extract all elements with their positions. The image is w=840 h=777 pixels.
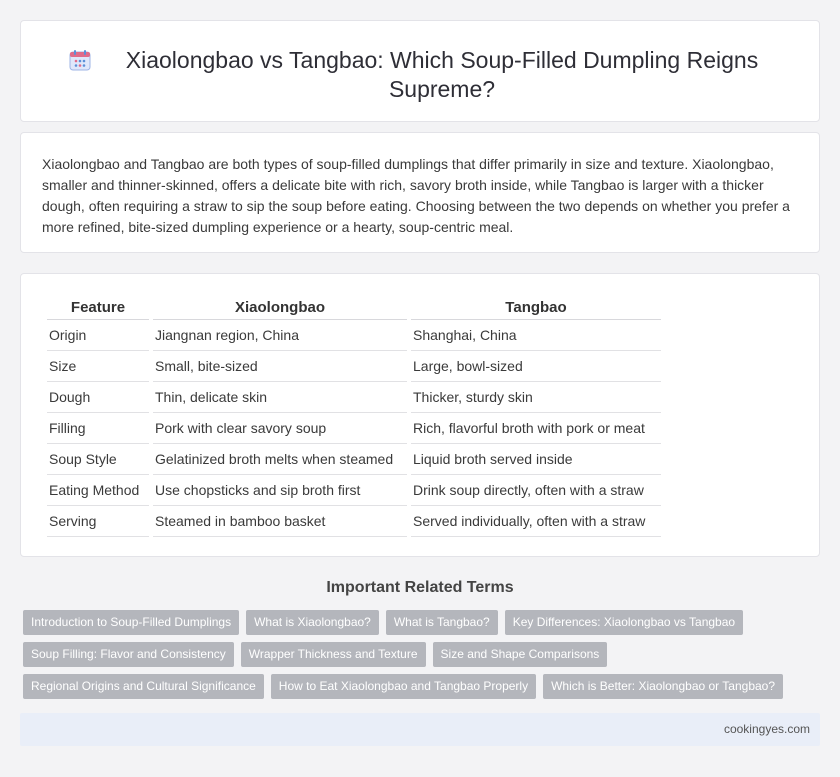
tag-row [23,610,823,636]
tag-link[interactable]: Which is Better: Xiaolongbao or Tangbao? [543,674,783,699]
table-row [47,413,661,444]
row-feature: Dough [47,382,149,413]
table-header-row [47,296,661,320]
table-row [47,444,661,475]
header-feature: Feature [47,296,149,320]
tag-link[interactable]: Size and Shape Comparisons [433,642,608,667]
row-feature: Size [47,351,149,382]
row-xiaolongbao: Pork with clear savory soup [153,413,407,444]
table-row [47,475,661,506]
row-feature: Serving [47,506,149,537]
comparison-table [43,296,665,537]
row-tangbao: Shanghai, China [411,320,661,351]
tag-link[interactable]: How to Eat Xiaolongbao and Tangbao Properly [271,674,536,699]
tag-row [23,642,823,668]
row-tangbao: Thicker, sturdy skin [411,382,661,413]
row-tangbao: Large, bowl-sized [411,351,661,382]
row-tangbao: Served individually, often with a straw [411,506,661,537]
row-feature: Eating Method [47,475,149,506]
tag-link[interactable]: What is Tangbao? [386,610,498,635]
row-xiaolongbao: Gelatinized broth melts when steamed [153,444,407,475]
row-feature: Filling [47,413,149,444]
title-wrap [21,21,819,104]
title-card [20,20,820,122]
related-terms-tags [23,610,823,706]
table-row [47,351,661,382]
row-xiaolongbao: Steamed in bamboo basket [153,506,407,537]
header-tangbao: Tangbao [411,296,661,320]
row-feature: Soup Style [47,444,149,475]
table-row [47,382,661,413]
intro-card [20,132,820,253]
tag-link[interactable]: What is Xiaolongbao? [246,610,379,635]
header-xiaolongbao: Xiaolongbao [153,296,407,320]
row-xiaolongbao: Thin, delicate skin [153,382,407,413]
row-tangbao: Drink soup directly, often with a straw [411,475,661,506]
table-row [47,320,661,351]
row-tangbao: Liquid broth served inside [411,444,661,475]
site-name[interactable]: cookingyes.com [723,722,810,736]
page-title: Xiaolongbao vs Tangbao: Which Soup-Filled Dumpling Reigns Supreme? [125,47,759,102]
row-tangbao: Rich, flavorful broth with pork or meat [411,413,661,444]
tag-link[interactable]: Key Differences: Xiaolongbao vs Tangbao [505,610,743,635]
row-xiaolongbao: Small, bite-sized [153,351,407,382]
comparison-table-card [20,273,820,557]
calendar-icon [68,48,92,72]
footer [20,713,820,746]
tag-link[interactable]: Introduction to Soup-Filled Dumplings [23,610,239,635]
tag-link[interactable]: Soup Filling: Flavor and Consistency [23,642,234,667]
tag-link[interactable]: Wrapper Thickness and Texture [241,642,426,667]
row-xiaolongbao: Use chopsticks and sip broth first [153,475,407,506]
tag-link[interactable]: Regional Origins and Cultural Significance [23,674,264,699]
tag-row [23,674,823,700]
intro-paragraph: Xiaolongbao and Tangbao are both types of soup-filled dumplings that differ primarily in size and texture. Xiaolongbao, smaller and thinner-skinned, offers a delicate bite with rich, savory broth inside, while Tangbao is larger with a thicker dough, often requiring a straw to sip the soup before eating. Choosing between the two depends on whether you prefer a more refined, bite-sized dumpling experience or a hearty, soup-centric meal. [42,156,790,235]
table-row [47,506,661,537]
row-xiaolongbao: Jiangnan region, China [153,320,407,351]
related-terms-title: Important Related Terms [326,579,514,596]
row-feature: Origin [47,320,149,351]
